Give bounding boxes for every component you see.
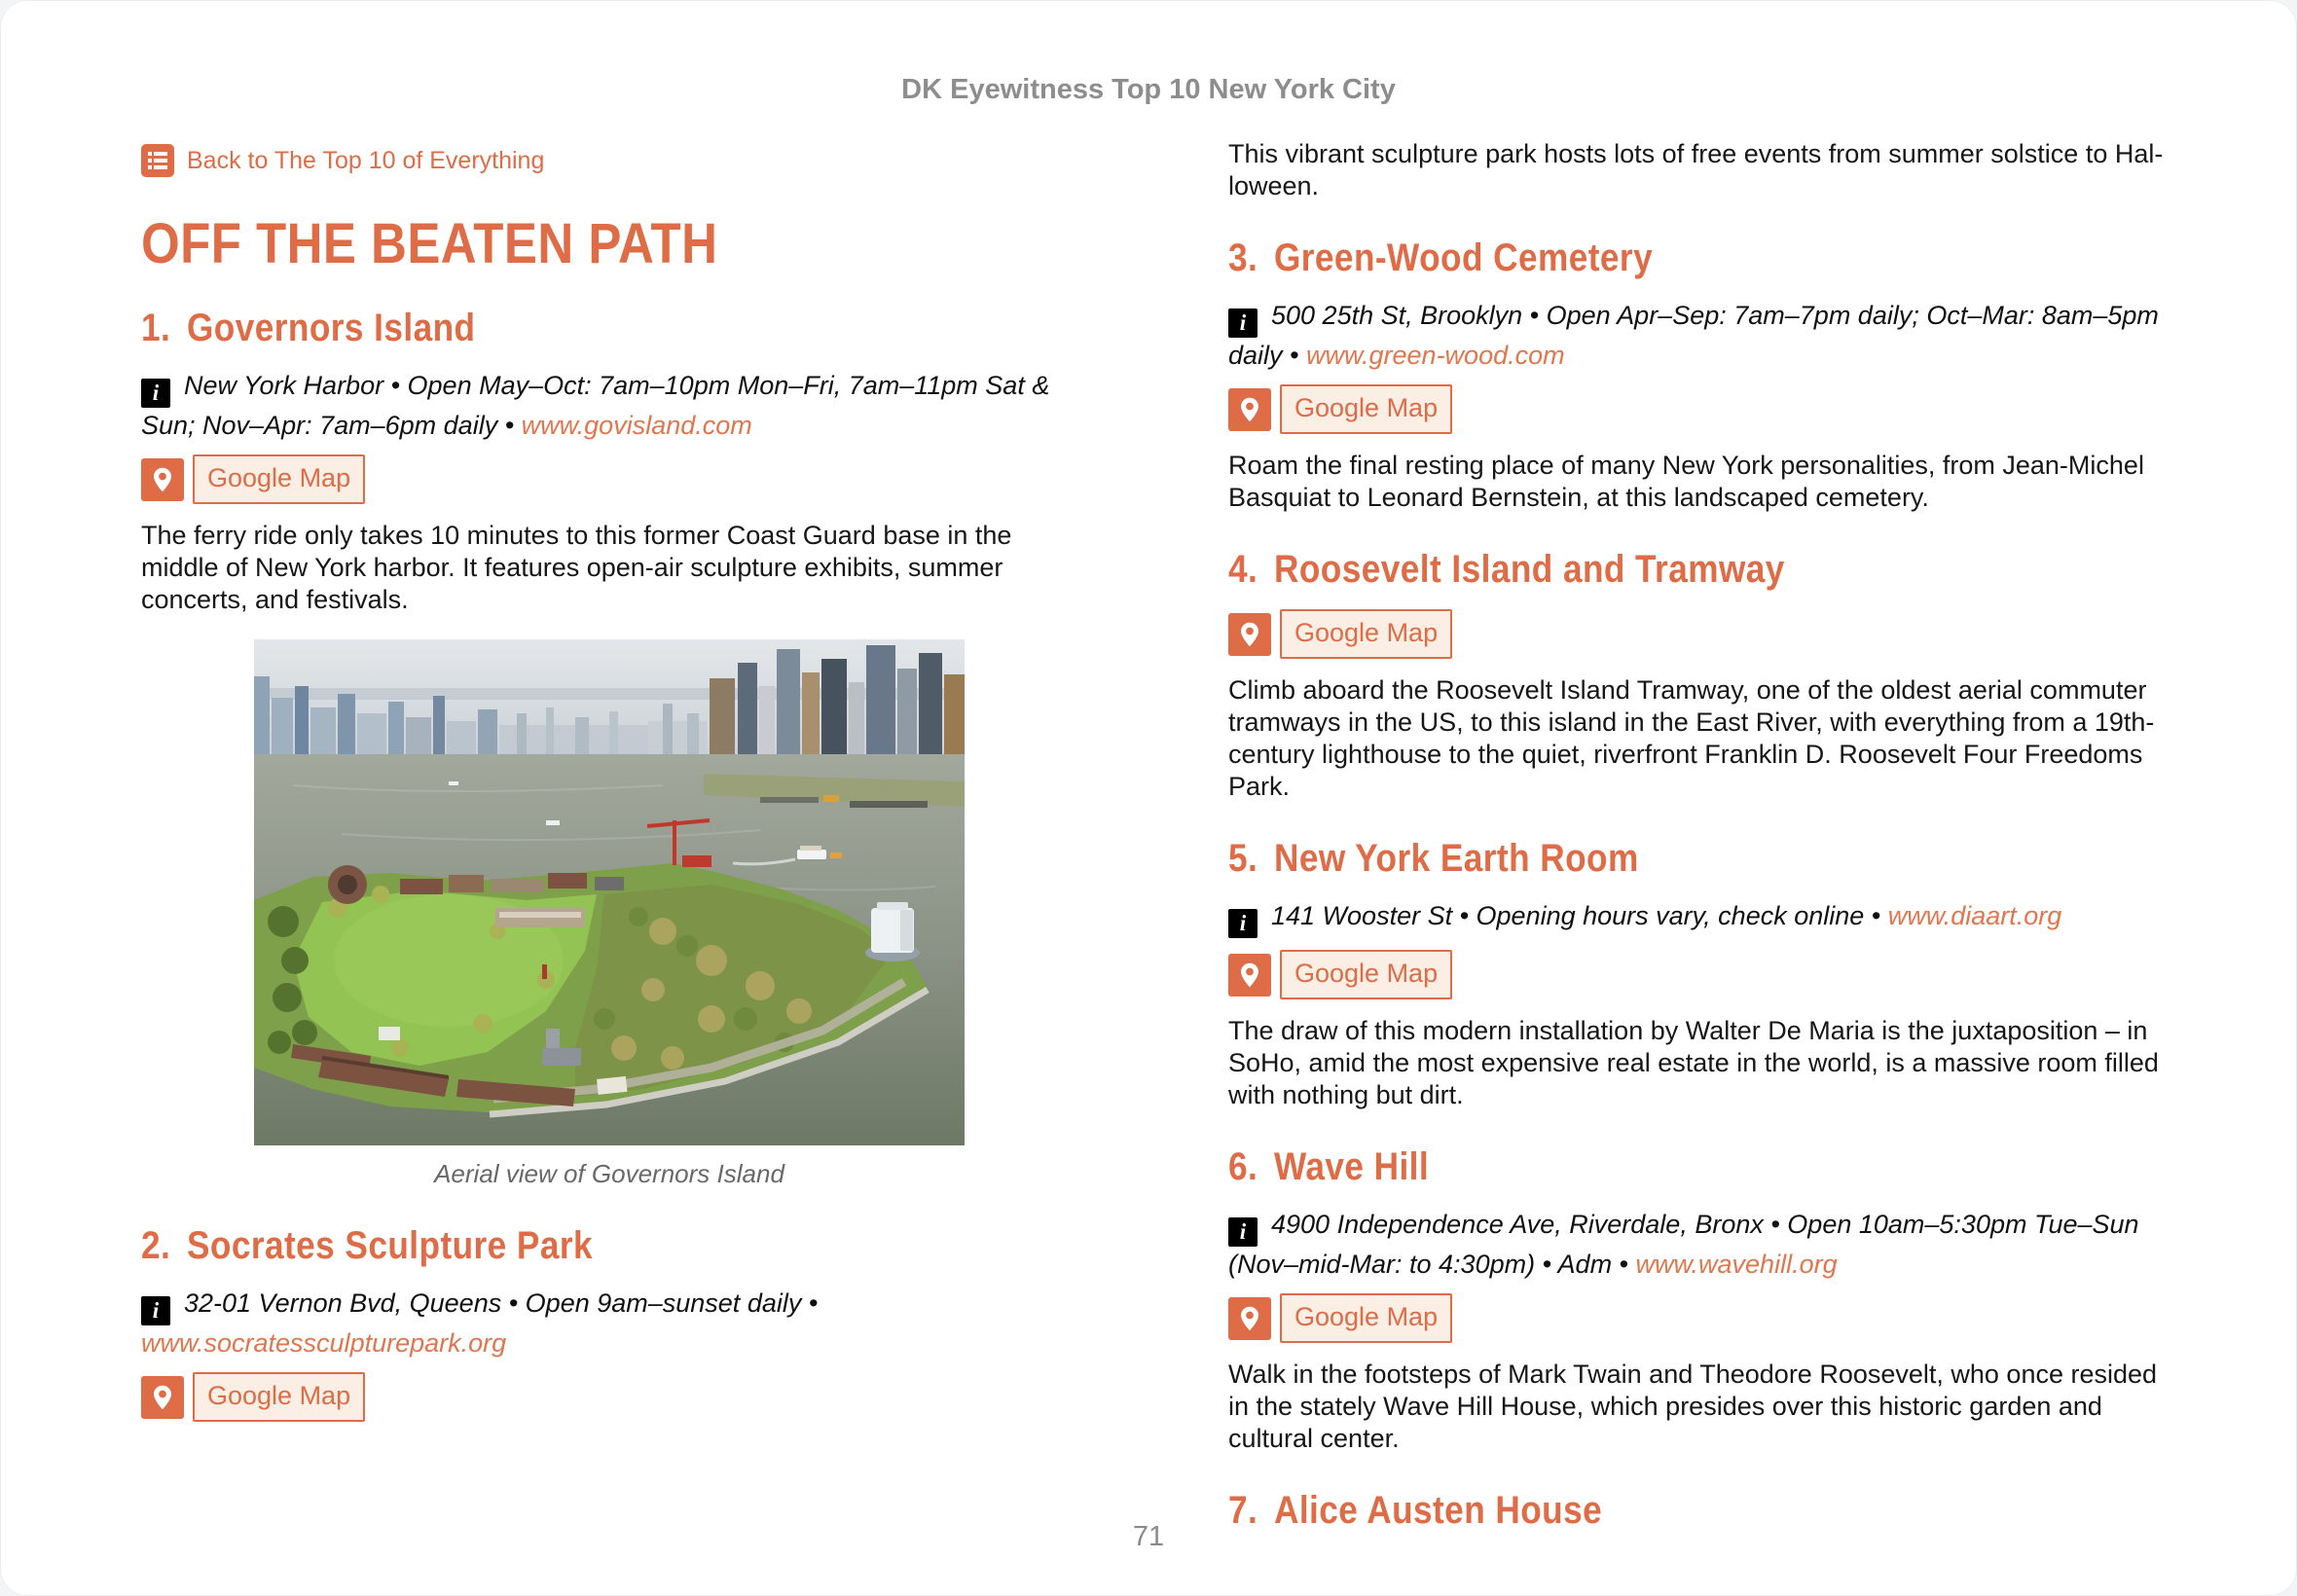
page-title: OFF THE BEATEN PATH — [141, 212, 718, 275]
entry-info: i 32-01 Vernon Bvd, Queens • Open 9am–sunset daily • www.socratessculpturepark.org — [141, 1288, 819, 1358]
google-map-button[interactable]: Google Map — [1280, 609, 1452, 659]
map-pin-icon — [1228, 388, 1271, 431]
running-header: DK Eyewitness Top 10 New York City — [901, 74, 1396, 105]
entry-website-link[interactable]: www.wavehill.org — [1635, 1250, 1838, 1279]
entry-socrates-sculpture-park — [141, 1225, 1077, 1422]
figure-caption: Aerial view of Governors Island — [434, 1159, 784, 1188]
entry-info: i 4900 Independence Ave, Riverdale, Bronx • Open 10am–5:30pm Tue–Sun (Nov–mid-Mar: to 4:30pm) • Adm • www.wavehill.org — [1228, 1210, 2139, 1279]
map-row — [141, 1372, 1077, 1422]
entry-body-continued: This vibrant sculpture park hosts lots of free events from summer solstice to Halloween. — [1228, 139, 2164, 200]
google-map-button[interactable]: Google Map — [1280, 1293, 1452, 1343]
entry-body: Climb aboard the Roosevelt Island Tramway, one of the oldest aerial commuter tramways in the US, to this island in the East River, with everything from a 19th-century lighthouse to the quiet, riverfront Franklin D. Roosevelt Four Freedoms Park. — [1228, 675, 2155, 801]
info-icon: i — [141, 1296, 170, 1325]
entry-figure — [141, 639, 1077, 1190]
map-row — [1228, 950, 2170, 999]
google-map-button[interactable]: Google Map — [193, 454, 365, 504]
map-row — [141, 454, 1077, 504]
info-icon: i — [141, 379, 170, 408]
entry-website-link[interactable]: www.govisland.com — [521, 411, 752, 440]
back-link-label: Back to The Top 10 of Everything — [187, 146, 545, 174]
map-row — [1228, 1293, 2170, 1343]
entry-info: i 141 Wooster St • Opening hours vary, check online • www.diaart.org — [1228, 898, 2170, 938]
map-pin-icon — [141, 458, 184, 501]
page-number: 71 — [1132, 1521, 1165, 1552]
entry-website-link[interactable]: www.diaart.org — [1887, 901, 2062, 930]
entry-green-wood-cemetery — [1228, 237, 2170, 514]
entry-heading: 3. Green-Wood Cemetery — [1228, 236, 1654, 279]
entry-wave-hill — [1228, 1146, 2170, 1455]
map-row — [1228, 384, 2170, 434]
map-pin-icon — [1228, 613, 1271, 656]
google-map-button[interactable]: Google Map — [1280, 950, 1452, 999]
entry-heading: 4. Roosevelt Island and Tramway — [1228, 548, 1785, 591]
info-icon: i — [1228, 308, 1258, 338]
entry-body: Walk in the footsteps of Mark Twain and Theodore Roosevelt, who once resided in the stately Wave Hill House, which presides over this historic garden and cultural center. — [1228, 1360, 2158, 1453]
entry-body: The ferry ride only takes 10 minutes to this former Coast Guard base in the middle of New York harbor. It features open-air sculpture exhibits, summer concerts, and festivals. — [141, 521, 1012, 614]
entry-roosevelt-island-tramway — [1228, 549, 2170, 803]
google-map-button[interactable]: Google Map — [193, 1372, 365, 1422]
entry-website-link[interactable]: www.green-wood.com — [1306, 341, 1565, 370]
entry-new-york-earth-room — [1228, 838, 2170, 1111]
list-icon — [141, 144, 174, 177]
map-pin-icon — [1228, 1297, 1271, 1340]
info-icon: i — [1228, 1217, 1258, 1247]
google-map-button[interactable]: Google Map — [1280, 384, 1452, 434]
entry-info: i 500 25th St, Brooklyn • Open Apr–Sep: 7am–7pm daily; Oct–Mar: 8am–5pm daily • www.green-wood.com — [1228, 301, 2159, 370]
entry-heading: 1. Governors Island — [141, 307, 476, 349]
entry-body: Roam the final resting place of many New York personalities, from Jean-Michel Basquiat to Leonard Bernstein, at this landscaped cemetery. — [1228, 451, 2144, 512]
map-pin-icon — [141, 1376, 184, 1419]
entry-website-link[interactable]: www.socratessculpturepark.org — [141, 1328, 507, 1358]
right-column — [1228, 138, 2170, 1550]
entry-body: The draw of this modern installation by Walter De Maria is the juxtaposition – in SoHo, amid the most expensive real estate in the world, is a massive room filled with nothing but dirt. — [1228, 1016, 2159, 1109]
entry-heading: 2. Socrates Sculpture Park — [141, 1224, 594, 1267]
left-column — [141, 144, 1077, 1422]
entry-governors-island — [141, 308, 1077, 616]
governors-island-photo — [254, 639, 965, 1145]
entry-heading: 5. New York Earth Room — [1228, 837, 1639, 880]
entry-heading: 7. Alice Austen House — [1228, 1489, 1603, 1532]
map-pin-icon — [1228, 954, 1271, 997]
entry-heading: 6. Wave Hill — [1228, 1145, 1430, 1188]
back-link[interactable] — [141, 144, 1077, 177]
map-row — [1228, 609, 2170, 659]
info-icon: i — [1228, 909, 1258, 938]
entry-info: i New York Harbor • Open May–Oct: 7am–10pm Mon–Fri, 7am–11pm Sat & Sun; Nov–Apr: 7am–6pm daily • www.govisland.com — [141, 371, 1050, 440]
